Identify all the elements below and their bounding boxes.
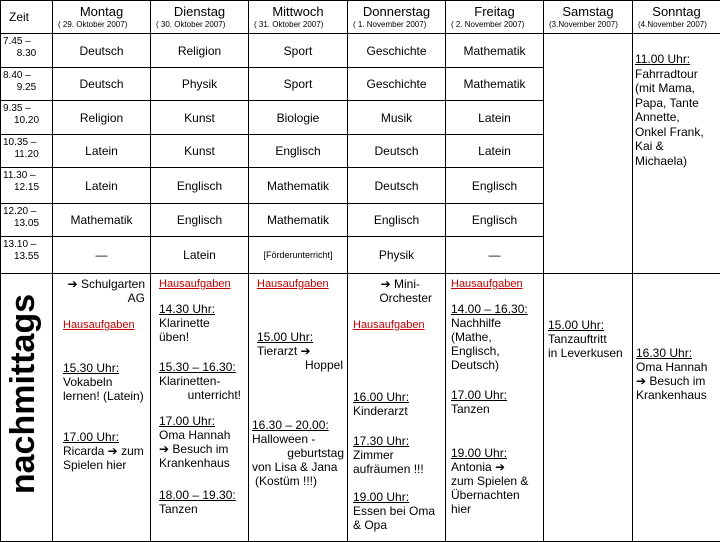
montag-ag: ➔ Schulgarten AG (53, 277, 145, 305)
day-header-freitag (446, 1, 544, 34)
afternoon-sonntag (633, 274, 720, 542)
header-row (1, 1, 720, 34)
zeit-header: Zeit (1, 1, 53, 34)
donnerstag-event-3: 19.00 Uhr: Essen bei Oma & Opa (353, 490, 435, 532)
lesson-cell: Musik (348, 101, 446, 135)
time-cell: 13.10 – 13.55 (1, 237, 53, 274)
afternoon-label: nachmittags (5, 284, 41, 504)
afternoon-samstag (544, 274, 633, 542)
afternoon-row (1, 274, 720, 542)
lesson-cell: Mathematik (446, 34, 544, 68)
lesson-cell: Kunst (151, 101, 249, 135)
lesson-cell: Englisch (151, 168, 249, 204)
lesson-cell: Latein (53, 168, 151, 204)
lesson-cell: Mathematik (249, 168, 348, 204)
lesson-cell: Englisch (151, 204, 249, 237)
lesson-cell: Kunst (151, 135, 249, 168)
dienstag-event-3: 17.00 Uhr: Oma Hannah ➔ Besuch im Krankenhaus (159, 414, 230, 470)
samstag-event-1: 15.00 Uhr: Tanzauftritt in Leverkusen (548, 318, 623, 360)
lesson-cell: Deutsch (53, 68, 151, 101)
time-cell: 11.30 – 12.15 (1, 168, 53, 204)
sonntag-morning-event: 11.00 Uhr: Fahrradtour (mit Mama, Papa, Tante Annette, Onkel Frank, Kai & Michaela) (635, 52, 719, 168)
time-cell: 7.45 – 8.30 (1, 34, 53, 68)
donnerstag-event-1: 16.00 Uhr: Kinderarzt (353, 390, 409, 418)
day-name: Donnerstag (348, 1, 445, 20)
day-date: ( 1. November 2007) (348, 20, 445, 30)
lesson-cell: Latein (446, 101, 544, 135)
lesson-cell: Sport (249, 34, 348, 68)
afternoon-montag (53, 274, 151, 542)
donnerstag-event-2: 17.30 Uhr: Zimmer aufräumen !!! (353, 434, 424, 476)
donnerstag-orchester: ➔ Mini- Orchester (348, 277, 432, 305)
sonntag-event-1: 16.30 Uhr: Oma Hannah ➔ Besuch im Krankenhaus (636, 346, 707, 402)
day-date: (3.November 2007) (544, 20, 632, 30)
sonntag-morning-cell (633, 34, 720, 274)
freitag-event-2: 17.00 Uhr: Tanzen (451, 388, 507, 416)
lesson-cell: Englisch (348, 204, 446, 237)
mittwoch-homework: Hausaufgaben (257, 277, 329, 291)
day-name: Freitag (446, 1, 543, 20)
afternoon-label-cell (1, 274, 53, 542)
afternoon-donnerstag (348, 274, 446, 542)
day-date: (4.November 2007) (633, 20, 720, 30)
day-header-dienstag (151, 1, 249, 34)
day-header-mittwoch (249, 1, 348, 34)
montag-event-1: 15.30 Uhr: Vokabeln lernen! (Latein) (63, 361, 144, 403)
lesson-row-1 (1, 34, 720, 68)
afternoon-mittwoch (249, 274, 348, 542)
freitag-event-1: 14.00 – 16.30: Nachhilfe (Mathe, Englisch, Deutsch) (451, 302, 528, 372)
lesson-cell: Deutsch (348, 168, 446, 204)
dienstag-event-1: 14.30 Uhr: Klarinette üben! (159, 302, 215, 344)
lesson-cell: Physik (348, 237, 446, 274)
day-name: Sonntag (633, 1, 720, 20)
lesson-cell: [Förderunterricht] (249, 237, 348, 274)
time-cell: 8.40 – 9.25 (1, 68, 53, 101)
lesson-cell: Latein (151, 237, 249, 274)
time-cell: 9.35 – 10.20 (1, 101, 53, 135)
freitag-homework: Hausaufgaben (451, 277, 523, 291)
montag-event-2: 17.00 Uhr: Ricarda ➔ zum Spielen hier (63, 430, 144, 472)
lesson-cell: Geschichte (348, 68, 446, 101)
day-name: Montag (53, 1, 150, 20)
day-date: ( 29. Oktober 2007) (53, 20, 150, 30)
dienstag-homework: Hausaufgaben (159, 277, 231, 291)
lesson-cell: Mathematik (446, 68, 544, 101)
day-header-donnerstag (348, 1, 446, 34)
freitag-event-3: 19.00 Uhr: Antonia ➔ zum Spielen & Übernachten hier (451, 446, 528, 516)
time-cell: 12.20 – 13.05 (1, 204, 53, 237)
lesson-cell: Mathematik (53, 204, 151, 237)
lesson-cell: — (53, 237, 151, 274)
lesson-cell: Englisch (446, 168, 544, 204)
mittwoch-event-1: 15.00 Uhr: Tierarzt ➔ Hoppel (257, 330, 343, 372)
lesson-cell: Physik (151, 68, 249, 101)
mittwoch-event-2: 16.30 – 20.00: Halloween - geburtstag von Lisa & Jana (Kostüm !!!) (252, 418, 344, 488)
donnerstag-homework: Hausaufgaben (353, 318, 425, 332)
lesson-cell: Englisch (249, 135, 348, 168)
day-date: ( 31. Oktober 2007) (249, 20, 347, 30)
afternoon-freitag (446, 274, 544, 542)
time-cell: 10.35 – 11.20 (1, 135, 53, 168)
lesson-cell: Geschichte (348, 34, 446, 68)
montag-homework: Hausaufgaben (63, 318, 135, 332)
afternoon-dienstag (151, 274, 249, 542)
lesson-cell: Religion (151, 34, 249, 68)
day-header-samstag (544, 1, 633, 34)
lesson-cell: Religion (53, 101, 151, 135)
lesson-cell: Deutsch (53, 34, 151, 68)
day-name: Mittwoch (249, 1, 347, 20)
day-date: ( 30. Oktober 2007) (151, 20, 248, 30)
lesson-cell: Sport (249, 68, 348, 101)
dienstag-event-4: 18.00 – 19.30: Tanzen (159, 488, 236, 516)
lesson-cell: Deutsch (348, 135, 446, 168)
lesson-cell: Biologie (249, 101, 348, 135)
lesson-cell: Englisch (446, 204, 544, 237)
lesson-cell: Mathematik (249, 204, 348, 237)
samstag-morning-empty (544, 34, 633, 274)
lesson-cell: — (446, 237, 544, 274)
day-name: Dienstag (151, 1, 248, 20)
day-name: Samstag (544, 1, 632, 20)
dienstag-event-2: 15.30 – 16.30: Klarinetten- unterricht! (159, 360, 241, 402)
lesson-cell: Latein (53, 135, 151, 168)
day-header-montag (53, 1, 151, 34)
lesson-cell: Latein (446, 135, 544, 168)
day-header-sonntag (633, 1, 720, 34)
day-date: ( 2. November 2007) (446, 20, 543, 30)
